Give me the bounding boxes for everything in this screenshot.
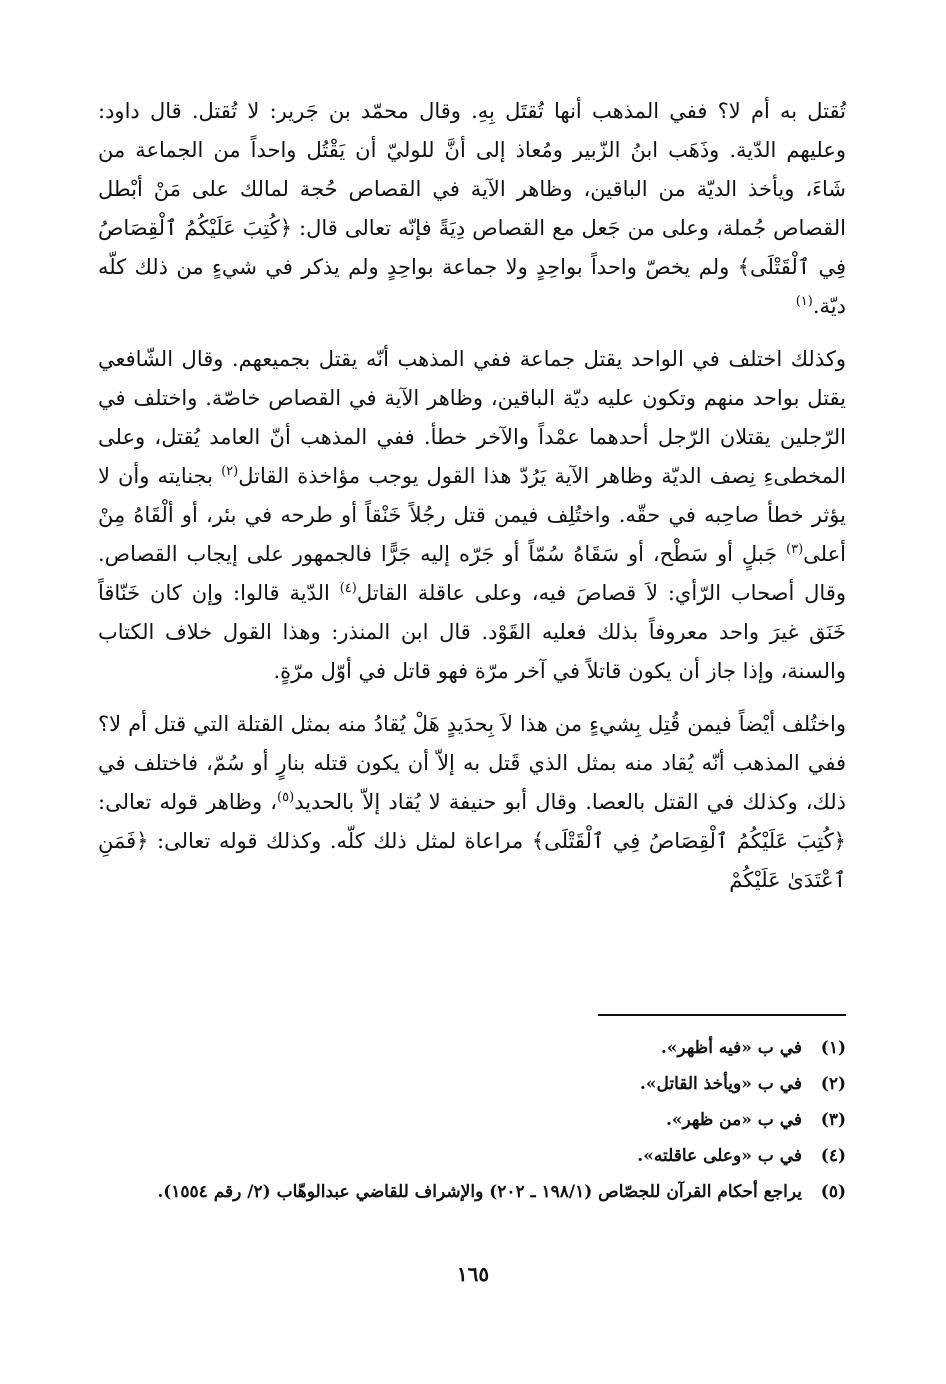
footnote-number: (٤) [820, 1146, 846, 1166]
footnote-item [98, 1138, 846, 1174]
footnote-item [98, 1030, 846, 1066]
footnote-text: في ب «وعلى عاقلته». [637, 1146, 802, 1166]
footnote-text: في ب «من ظهر». [665, 1110, 802, 1130]
footnote-item [98, 1066, 846, 1102]
paragraph-1: تُقتل به أم لا؟ ففي المذهب أنها تُقتَل بِهِ. وقال محمّد بن جَرير: لا تُقتل. قال داود: وعليهم الدّية. وذَهَب ابنُ الزّبير ومُعاذ إلى أنَّ للوليّ أن يَقْتُل واحداً من الجماعة من شَاءَ، ويأخذ الديّة من الباقين، وظاهر الآية في القصاص حُجة لمالك على مَنْ أبْطل القصاص جُملة، وعلى من جَعل مع القصاص دِيَةً فإنّه تعالى قال: ﴿كُتِبَ عَلَيْكُمُ ٱلْقِصَاصُ فِي ٱلْقَتْلَى﴾ ولم يخصّ واحداً بواحِدٍ ولا جماعة بواحِدٍ ولم يذكر في شيءٍ من ذلك كلّه ديّة.$^{(١)}$ [98, 99, 846, 318]
footnote-marker-5: (٥) [277, 790, 295, 805]
footnote-text: في ب «ويأخذ القاتل». [639, 1074, 802, 1094]
paragraph-3: واختُلف أيْضاً فيمن قُتِل بِشيءٍ من هذا لاَ بِحدَيدٍ هَلْ يُقادُ منه بمثل القتلة التي قتل أم لا؟ ففي المذهب أنّه يُقاد منه بمثل الذي قَتل به إلاّ أن يكون قتله بنارٍ أو سُمّ، فاختلف في ذلك، وكذلك في القتل بالعصا. وقال أبو حنيفة لا يُقاد إلاّ بالحديد$^{(٥)}$، وظاهر قوله تعالى: ﴿كُتِبَ عَلَيْكُمُ ٱلْقِصَاصُ فِي ٱلْقَتْلَى﴾ مراعاة لمثل ذلك كلّه. وكذلك قوله تعالى: ﴿فَمَنِ ٱعْتَدَىٰ عَلَيْكُمْ [98, 712, 846, 892]
footnote-marker-3: (٣) [786, 542, 804, 557]
footnote-number: (١) [820, 1038, 846, 1058]
page-number: ١٦٥ [456, 1262, 490, 1286]
footnotes [98, 1030, 846, 1210]
footnote-text: يراجع أحكام القرآن للجصّاص (١٩٨/١ ـ ٢٠٢) والإشراف للقاضي عبدالوهّاب (٢/ رقم ١٥٥٤). [157, 1182, 802, 1202]
main-text [98, 92, 846, 900]
footnote-item [98, 1102, 846, 1138]
footnote-number: (٣) [820, 1110, 846, 1130]
footnote-item [98, 1174, 846, 1210]
footnote-marker-1: (١) [795, 294, 813, 309]
footnote-marker-4: (٤) [339, 581, 357, 596]
footnote-text: في ب «فيه أظهر». [660, 1038, 802, 1058]
paragraph-2: وكذلك اختلف في الواحد يقتل جماعة ففي المذهب أنّه يقتل بجميعهم. وقال الشّافعي يقتل بواحد منهم وتكون عليه ديّة الباقين، وظاهر الآية في القصاص خاصّة. واختلف في الرّجلين يقتلان الرّجل أحدهما عمْداً والآخر خطأ. ففي المذهب أنّ العامد يُقتل، وعلى المخطىءِ نِصف الديّة وظاهر الآية يَرُدّ هذا القول يوجب مؤاخذة القاتل$^{(٢)}$ بجنايته وأن لا يؤثر خطأ صاحِبه في حقّه. واختُلِف فيمن قتل رجُلاً خَنْقاً أو طرحه في بئر، أو ألْقَاهُ مِنْ أعلى$^{(٣)}$ جَبلٍ أو سَطْح، أو سَقَاهُ سُمّاً أو جَرّه إليه جَرًّا فالجمهور على إيجاب القصاص. وقال أصحاب الرّأي: لاَ قصاصَ فيه، وعلى عاقلة القاتل$^{(٤)}$ الدّية قالوا: وإن كان خَنّاقاً خَنَق غيرَ واحد معروفاً بذلك فعليه القَوْد. قال ابن المنذر: وهذا القول خلاف الكتاب والسنة، وإذا جاز أن يكون قاتلاً في آخر مرّة فهو قاتل في أوّل مرّةٍ. [98, 347, 847, 683]
footnote-divider [598, 1014, 846, 1016]
footnote-number: (٥) [820, 1182, 846, 1202]
footnote-marker-2: (٢) [221, 464, 239, 479]
footnote-number: (٢) [820, 1074, 846, 1094]
